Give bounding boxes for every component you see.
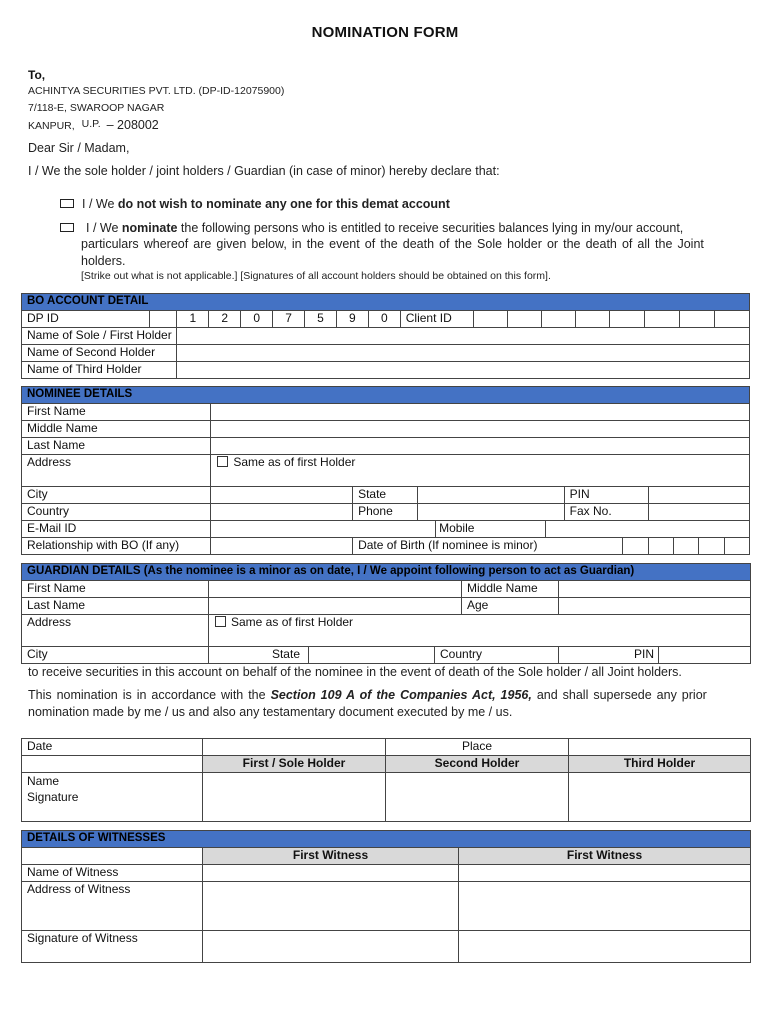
dpid-digit: 2 <box>209 311 241 328</box>
client-id-box[interactable] <box>609 311 644 328</box>
nominee-first-name-label: First Name <box>22 404 211 421</box>
witness2-signature-field[interactable] <box>459 931 751 963</box>
nominate-line-2: particulars whereof are given below, in the event of the death of the Sole holder or the death of all the Joint <box>81 237 704 251</box>
client-id-box[interactable] <box>541 311 575 328</box>
witness1-name-field[interactable] <box>203 865 459 882</box>
salutation: Dear Sir / Madam, <box>28 141 130 155</box>
nominee-last-name-label: Last Name <box>22 438 211 455</box>
dpid-digit: 0 <box>241 311 273 328</box>
nominee-middle-name-field[interactable] <box>211 421 750 438</box>
guardian-last-name-label: Last Name <box>22 598 209 615</box>
bo-header: BO ACCOUNT DETAIL <box>22 294 750 311</box>
holder-signature-label: Signature <box>27 790 79 804</box>
address-line-2: 7/118-E, SWAROOP NAGAR <box>28 102 165 114</box>
nominee-phone-label: Phone <box>353 504 418 521</box>
dpid-label: DP ID <box>22 311 150 328</box>
date-label: Date <box>22 739 203 756</box>
dpid-spacer <box>149 311 177 328</box>
nominee-mobile-label: Mobile <box>436 521 546 538</box>
section-pre: This nomination is in accordance with the <box>28 688 271 702</box>
witness-table <box>21 830 751 963</box>
nominee-city-field[interactable] <box>211 487 353 504</box>
guardian-address-label: Address <box>22 615 209 647</box>
address-city: KANPUR, <box>28 120 75 132</box>
witness2-address-field[interactable] <box>459 882 751 931</box>
first-holder-sign-field[interactable] <box>203 773 386 822</box>
guardian-country-field[interactable] <box>559 647 659 664</box>
no-nomination-bold: do not wish to nominate any one for this demat account <box>117 197 450 211</box>
nominate-pre: I / We <box>86 221 122 235</box>
nominee-first-name-field[interactable] <box>211 404 750 421</box>
nominee-state-field[interactable] <box>417 487 564 504</box>
strike-out-note: [Strike out what is not applicable.] [Signatures of all account holders should be obtained on this form]. <box>81 270 551 282</box>
relationship-field[interactable] <box>211 538 353 555</box>
nominate-line-1 <box>86 221 746 235</box>
guardian-address-field[interactable] <box>209 615 751 647</box>
guardian-last-name-field[interactable] <box>209 598 462 615</box>
witness1-address-field[interactable] <box>203 882 459 931</box>
third-holder-header: Third Holder <box>569 756 751 773</box>
guardian-table <box>21 563 751 664</box>
witness-signature-label: Signature of Witness <box>22 931 203 963</box>
dpid-digit: 9 <box>336 311 368 328</box>
dpid-digit: 7 <box>273 311 305 328</box>
relationship-label: Relationship with BO (If any) <box>22 538 211 555</box>
second-holder-field[interactable] <box>177 345 750 362</box>
client-id-box[interactable] <box>714 311 749 328</box>
receive-securities-text: to receive securities in this account on behalf of the nominee in the event of death of the Sole holder / all Joint holders. <box>28 665 682 679</box>
witness-blank-cell <box>22 848 203 865</box>
address-line-1: ACHINTYA SECURITIES PVT. LTD. (DP-ID-12075900) <box>28 85 285 97</box>
guardian-first-name-label: First Name <box>22 581 209 598</box>
dob-box[interactable] <box>699 538 724 555</box>
bo-account-table <box>21 293 750 379</box>
declaration-text: I / We the sole holder / joint holders / Guardian (in case of minor) hereby declare that: <box>28 164 500 178</box>
guardian-city-label: City <box>22 647 209 664</box>
nominee-address-field[interactable] <box>211 455 750 487</box>
guardian-middle-name-label: Middle Name <box>462 581 559 598</box>
witness1-signature-field[interactable] <box>203 931 459 963</box>
client-id-label: Client ID <box>400 311 473 328</box>
dob-box[interactable] <box>648 538 673 555</box>
dob-box[interactable] <box>673 538 698 555</box>
nominee-city-label: City <box>22 487 211 504</box>
first-holder-label: Name of Sole / First Holder <box>22 328 177 345</box>
witness-address-label: Address of Witness <box>22 882 203 931</box>
client-id-box[interactable] <box>507 311 541 328</box>
client-id-box[interactable] <box>575 311 609 328</box>
name-signature-labels <box>22 773 203 822</box>
address-pincode: – 208002 <box>106 118 159 132</box>
nominee-address-label: Address <box>22 455 211 487</box>
holder-name-label: Name <box>27 774 60 788</box>
form-title: NOMINATION FORM <box>311 24 459 41</box>
address-state: U.P. <box>81 118 101 130</box>
dob-box[interactable] <box>623 538 648 555</box>
guardian-middle-name-field[interactable] <box>559 581 751 598</box>
date-field[interactable] <box>203 739 386 756</box>
dpid-digit: 1 <box>177 311 209 328</box>
guardian-pin-label: PIN <box>634 647 655 661</box>
blank-header-cell <box>22 756 203 773</box>
section-text-line-2: nomination made by me / us and also any testamentary document executed by me / us. <box>28 705 513 719</box>
second-holder-header: Second Holder <box>386 756 569 773</box>
holders-signature-table <box>21 738 751 822</box>
nominee-fax-label: Fax No. <box>564 504 648 521</box>
nominate-checkbox[interactable] <box>60 223 74 232</box>
nominee-email-label: E-Mail ID <box>22 521 211 538</box>
guardian-same-as-label: Same as of first Holder <box>231 615 354 629</box>
dpid-digit: 5 <box>305 311 337 328</box>
nominee-middle-name-label: Middle Name <box>22 421 211 438</box>
section-post: and shall supersede any prior <box>531 688 707 702</box>
client-id-box[interactable] <box>679 311 714 328</box>
third-holder-label: Name of Third Holder <box>22 362 177 379</box>
first-witness-header: First Witness <box>203 848 459 865</box>
guardian-state-label: State <box>209 647 309 664</box>
client-id-box[interactable] <box>644 311 679 328</box>
dob-box[interactable] <box>724 538 749 555</box>
nominee-header: NOMINEE DETAILS <box>22 387 750 404</box>
nominee-phone-field[interactable] <box>417 504 564 521</box>
nominee-state-label: State <box>353 487 418 504</box>
section-text-line-1 <box>28 688 707 702</box>
guardian-age-field[interactable] <box>559 598 751 615</box>
place-label: Place <box>386 739 569 756</box>
witness-header: DETAILS OF WITNESSES <box>22 831 751 848</box>
witness-name-label: Name of Witness <box>22 865 203 882</box>
guardian-same-as-checkbox[interactable] <box>215 616 226 627</box>
nominee-country-label: Country <box>22 504 211 521</box>
nominee-pin-label: PIN <box>564 487 648 504</box>
nominee-email-field[interactable] <box>211 521 436 538</box>
place-field[interactable] <box>569 739 751 756</box>
address-line-3 <box>28 118 159 132</box>
client-id-box[interactable] <box>473 311 507 328</box>
nominate-line1-text: the following persons who is entitled to receive securities balances lying in my/our account, <box>177 221 684 235</box>
nominee-table <box>21 386 750 555</box>
to-label: To, <box>28 68 46 82</box>
nominee-fax-field[interactable] <box>648 504 749 521</box>
dpid-digit: 0 <box>368 311 400 328</box>
nominee-country-field[interactable] <box>211 504 353 521</box>
nominate-bold: nominate <box>121 221 178 235</box>
guardian-first-name-field[interactable] <box>209 581 462 598</box>
third-holder-sign-field[interactable] <box>569 773 751 822</box>
nominee-same-as-label: Same as of first Holder <box>233 455 356 469</box>
guardian-age-label: Age <box>462 598 559 615</box>
dob-label: Date of Birth (If nominee is minor) <box>353 538 623 555</box>
nominee-last-name-field[interactable] <box>211 438 750 455</box>
guardian-state-field[interactable] <box>309 647 435 664</box>
first-sole-holder-header: First / Sole Holder <box>203 756 386 773</box>
no-nomination-checkbox[interactable] <box>60 199 74 208</box>
witness2-name-field[interactable] <box>459 865 751 882</box>
first-holder-field[interactable] <box>177 328 750 345</box>
nominee-mobile-field[interactable] <box>546 521 750 538</box>
no-nomination-label <box>82 197 450 211</box>
second-holder-label: Name of Second Holder <box>22 345 177 362</box>
second-witness-header: First Witness <box>459 848 751 865</box>
guardian-pin-field[interactable] <box>659 647 751 664</box>
guardian-country-label: Country <box>435 647 559 664</box>
guardian-header: GUARDIAN DETAILS (As the nominee is a minor as on date, I / We appoint following person to act as Guardian) <box>22 564 751 581</box>
section-bold: Section 109 A of the Companies Act, 1956, <box>270 688 532 702</box>
second-holder-sign-field[interactable] <box>386 773 569 822</box>
nominee-same-as-checkbox[interactable] <box>217 456 228 467</box>
nominate-line-3: holders. <box>81 254 126 268</box>
no-nomination-pre: I / We <box>82 197 118 211</box>
nominee-pin-field[interactable] <box>648 487 749 504</box>
third-holder-field[interactable] <box>177 362 750 379</box>
